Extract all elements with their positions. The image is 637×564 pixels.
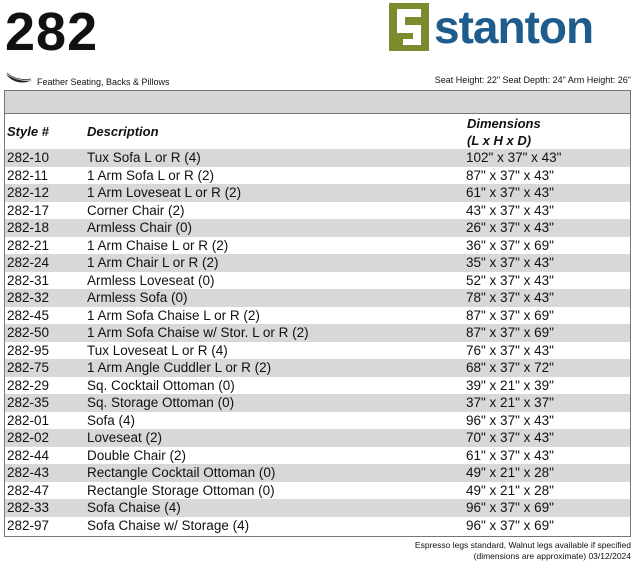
- model-number: 282: [5, 2, 99, 62]
- table-row: [5, 412, 630, 430]
- header-bar: [4, 90, 631, 114]
- table-row: [5, 184, 630, 202]
- style-number: 282-18: [7, 220, 50, 236]
- table-row: [5, 289, 630, 307]
- item-description: Sofa (4): [87, 412, 136, 428]
- item-description: Armless Chair (0): [87, 220, 193, 236]
- table-row: [5, 272, 630, 290]
- item-description: 1 Arm Sofa L or R (2): [87, 167, 215, 183]
- item-description: Sofa Chaise (4): [87, 500, 181, 516]
- style-number: 282-97: [7, 517, 50, 533]
- style-number: 282-21: [7, 237, 50, 253]
- item-description: 1 Arm Loveseat L or R (2): [87, 185, 242, 201]
- style-number: 282-33: [7, 500, 50, 516]
- table-row: [5, 499, 630, 517]
- item-description: Loveseat (2): [87, 430, 163, 446]
- feature-text: Feather Seating, Backs & Pillows: [37, 77, 170, 87]
- item-dimensions: 76" x 37" x 43": [466, 342, 554, 358]
- brand-name: stanton: [434, 1, 594, 53]
- table-row: [5, 324, 630, 342]
- item-dimensions: 61" x 37" x 43": [466, 185, 554, 201]
- item-dimensions: 36" x 37" x 69": [466, 237, 554, 253]
- table-row: [5, 202, 630, 220]
- column-header-dimensions: [467, 115, 541, 149]
- item-dimensions: 87" x 37" x 69": [466, 307, 554, 323]
- item-dimensions: 96" x 37" x 69": [466, 517, 554, 533]
- item-description: Double Chair (2): [87, 447, 187, 463]
- item-description: Sq. Storage Ottoman (0): [87, 395, 235, 411]
- style-number: 282-50: [7, 325, 50, 341]
- dimensions-header-line2: (L x H x D): [467, 133, 532, 148]
- style-number: 282-29: [7, 377, 50, 393]
- table-row: [5, 517, 630, 535]
- item-description: 1 Arm Sofa Chaise L or R (2): [87, 307, 260, 323]
- table-row: [5, 219, 630, 237]
- table-body: [5, 149, 630, 534]
- table-row: [5, 307, 630, 325]
- style-number: 282-24: [7, 255, 50, 271]
- item-dimensions: 96" x 37" x 43": [466, 412, 554, 428]
- column-header-description: Description: [87, 124, 159, 139]
- style-number: 282-44: [7, 447, 50, 463]
- style-number: 282-35: [7, 395, 50, 411]
- item-dimensions: 87" x 37" x 69": [466, 325, 554, 341]
- item-description: 1 Arm Chaise L or R (2): [87, 237, 229, 253]
- item-dimensions: 102" x 37" x 43": [466, 150, 562, 165]
- style-number: 282-01: [7, 412, 50, 428]
- table-row: [5, 342, 630, 360]
- seat-measurements: Seat Height: 22" Seat Depth: 24" Arm Height: 26": [434, 75, 631, 85]
- item-description: Sq. Cocktail Ottoman (0): [87, 377, 235, 393]
- style-number: 282-12: [7, 185, 50, 201]
- style-number: 282-02: [7, 430, 50, 446]
- item-dimensions: 87" x 37" x 43": [466, 167, 554, 183]
- item-description: 1 Arm Chair L or R (2): [87, 255, 219, 271]
- item-dimensions: 37" x 21" x 37": [466, 395, 554, 411]
- style-table: [4, 114, 631, 537]
- item-description: Rectangle Storage Ottoman (0): [87, 482, 275, 498]
- item-dimensions: 70" x 37" x 43": [466, 430, 554, 446]
- table-row: [5, 149, 630, 167]
- table-header: [5, 114, 630, 149]
- item-dimensions: 49" x 21" x 28": [466, 482, 554, 498]
- style-number: 282-45: [7, 307, 50, 323]
- table-row: [5, 464, 630, 482]
- footnote-date: (dimensions are approximate) 03/12/2024: [473, 551, 631, 561]
- style-number: 282-47: [7, 482, 50, 498]
- dimensions-header-line1: Dimensions: [467, 116, 541, 131]
- style-number: 282-32: [7, 290, 50, 306]
- item-description: Corner Chair (2): [87, 202, 185, 218]
- item-dimensions: 68" x 37" x 72": [466, 360, 554, 376]
- item-description: 1 Arm Sofa Chaise w/ Stor. L or R (2): [87, 325, 309, 341]
- item-dimensions: 49" x 21" x 28": [466, 465, 554, 481]
- table-row: [5, 359, 630, 377]
- item-description: 1 Arm Angle Cuddler L or R (2): [87, 360, 272, 376]
- table-row: [5, 237, 630, 255]
- table-row: [5, 394, 630, 412]
- footnote: [415, 540, 631, 562]
- table-row: [5, 482, 630, 500]
- item-dimensions: 78" x 37" x 43": [466, 290, 554, 306]
- style-number: 282-11: [7, 167, 49, 183]
- footnote-legs: Espresso legs standard, Walnut legs available if specified: [414, 540, 631, 550]
- column-header-style: Style #: [7, 124, 49, 139]
- table-row: [5, 377, 630, 395]
- item-description: Tux Sofa L or R (4): [87, 150, 201, 165]
- item-description: Armless Sofa (0): [87, 290, 188, 306]
- style-number: 282-95: [7, 342, 50, 358]
- item-dimensions: 39" x 21" x 39": [466, 377, 554, 393]
- item-dimensions: 35" x 37" x 43": [466, 255, 554, 271]
- item-description: Sofa Chaise w/ Storage (4): [87, 517, 250, 533]
- table-row: [5, 254, 630, 272]
- brand-logo: [389, 3, 627, 55]
- item-dimensions: 26" x 37" x 43": [466, 220, 554, 236]
- table-row: [5, 429, 630, 447]
- style-number: 282-10: [7, 150, 50, 165]
- item-dimensions: 61" x 37" x 43": [466, 447, 554, 463]
- style-number: 282-75: [7, 360, 50, 376]
- item-dimensions: 96" x 37" x 69": [466, 500, 554, 516]
- item-dimensions: 43" x 37" x 43": [466, 202, 554, 218]
- table-row: [5, 447, 630, 465]
- item-dimensions: 52" x 37" x 43": [466, 272, 554, 288]
- style-number: 282-31: [7, 272, 50, 288]
- item-description: Tux Loveseat L or R (4): [87, 342, 228, 358]
- item-description: Armless Loveseat (0): [87, 272, 215, 288]
- feather-icon: [5, 70, 33, 86]
- style-number: 282-43: [7, 465, 50, 481]
- feature-line: [5, 70, 205, 88]
- table-row: [5, 167, 630, 185]
- style-number: 282-17: [7, 202, 50, 218]
- stanton-logo-mark-icon: [389, 3, 429, 51]
- item-description: Rectangle Cocktail Ottoman (0): [87, 465, 276, 481]
